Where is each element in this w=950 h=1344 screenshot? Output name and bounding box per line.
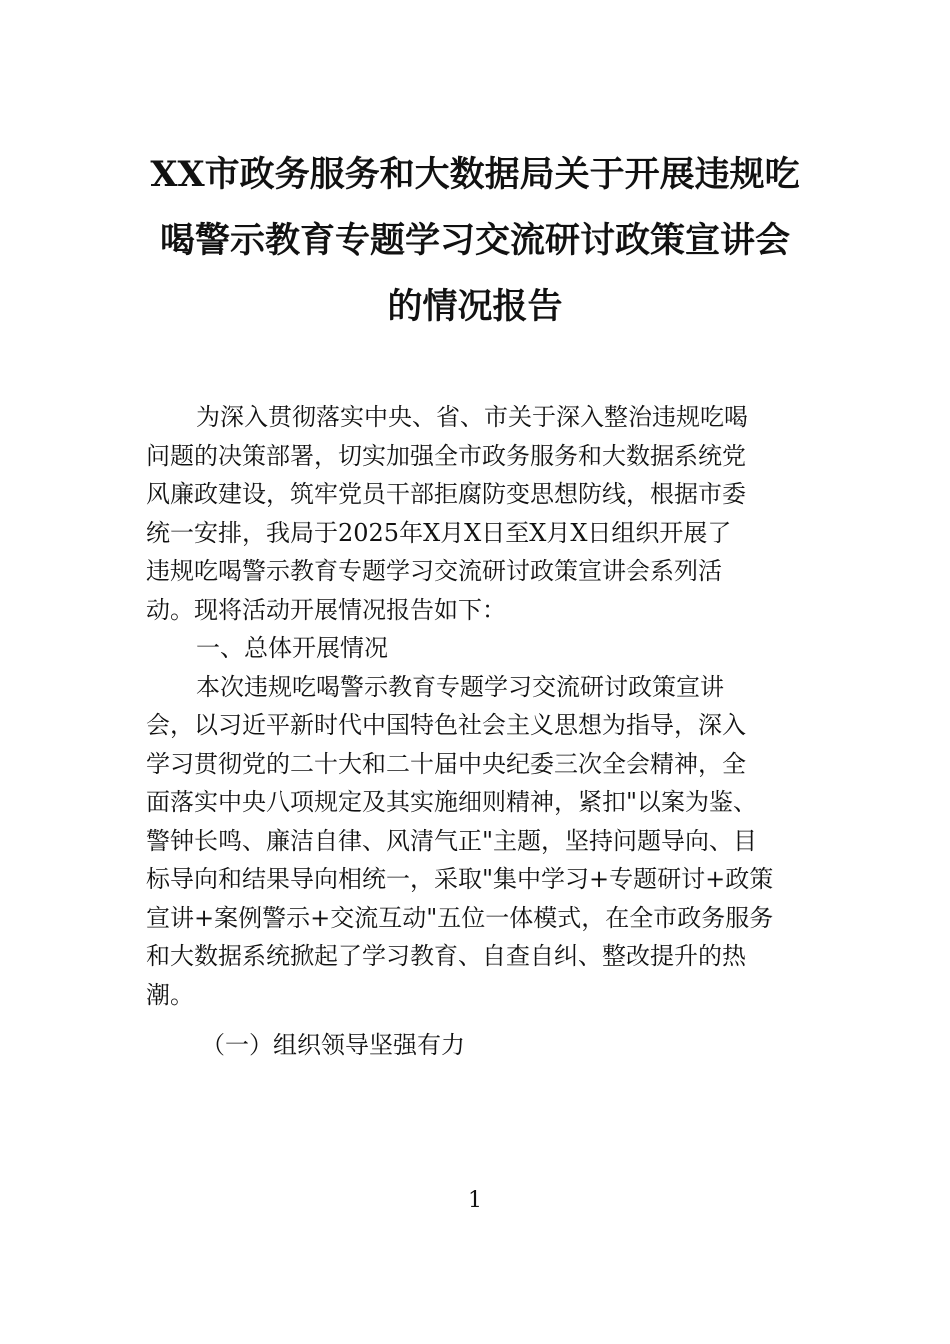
text-line: 标导向和结果导向相统一，采取"集中学习+专题研讨+政策	[146, 865, 774, 893]
text-line: 风廉政建设，筑牢党员干部拒腐防变思想防线，根据市委	[146, 480, 746, 508]
text-line: 宣讲+案例警示+交流互动"五位一体模式，在全市政务服务	[146, 903, 774, 932]
text-line: 统一安排，我局于2025年X月X日至X月X日组织开展了	[146, 518, 732, 547]
text-line: 学习贯彻党的二十大和二十届中央纪委三次全会精神，全	[146, 749, 746, 778]
text-line: 潮。	[146, 980, 194, 1009]
section-1	[146, 629, 806, 1014]
text-line: 面落实中央八项规定及其实施细则精神，紧扣"以案为鉴、	[146, 788, 758, 816]
title-line: 的情况报告	[387, 286, 563, 327]
text-line: 本次违规吃喝警示教育专题学习交流研讨政策宣讲	[196, 672, 724, 701]
text-line: 动。现将活动开展情况报告如下：	[146, 595, 506, 624]
document-title	[120, 142, 830, 340]
page-number: 1	[468, 1188, 482, 1213]
text-line: 警钟长鸣、廉洁自律、风清气正"主题，坚持问题导向、目	[146, 826, 758, 855]
subsection-heading: （一）组织领导坚强有力	[201, 1031, 465, 1059]
document-body	[146, 398, 806, 1065]
text-line: 问题的决策部署，切实加强全市政务服务和大数据系统党	[146, 441, 746, 470]
title-line: XX市政务服务和大数据局关于开展违规吃	[150, 154, 800, 195]
text-line: 会，以习近平新时代中国特色社会主义思想为指导，深入	[146, 711, 746, 739]
text-line: 违规吃喝警示教育专题学习交流研讨政策宣讲会系列活	[146, 557, 722, 585]
text-line: 和大数据系统掀起了学习教育、自查自纠、整改提升的热	[146, 942, 746, 970]
intro-paragraph	[146, 398, 806, 629]
title-line: 喝警示教育专题学习交流研讨政策宣讲会	[159, 220, 790, 261]
subsection-1	[146, 1026, 806, 1065]
text-line: 为深入贯彻落实中央、省、市关于深入整治违规吃喝	[196, 403, 748, 431]
section-heading: 一、总体开展情况	[196, 634, 388, 662]
